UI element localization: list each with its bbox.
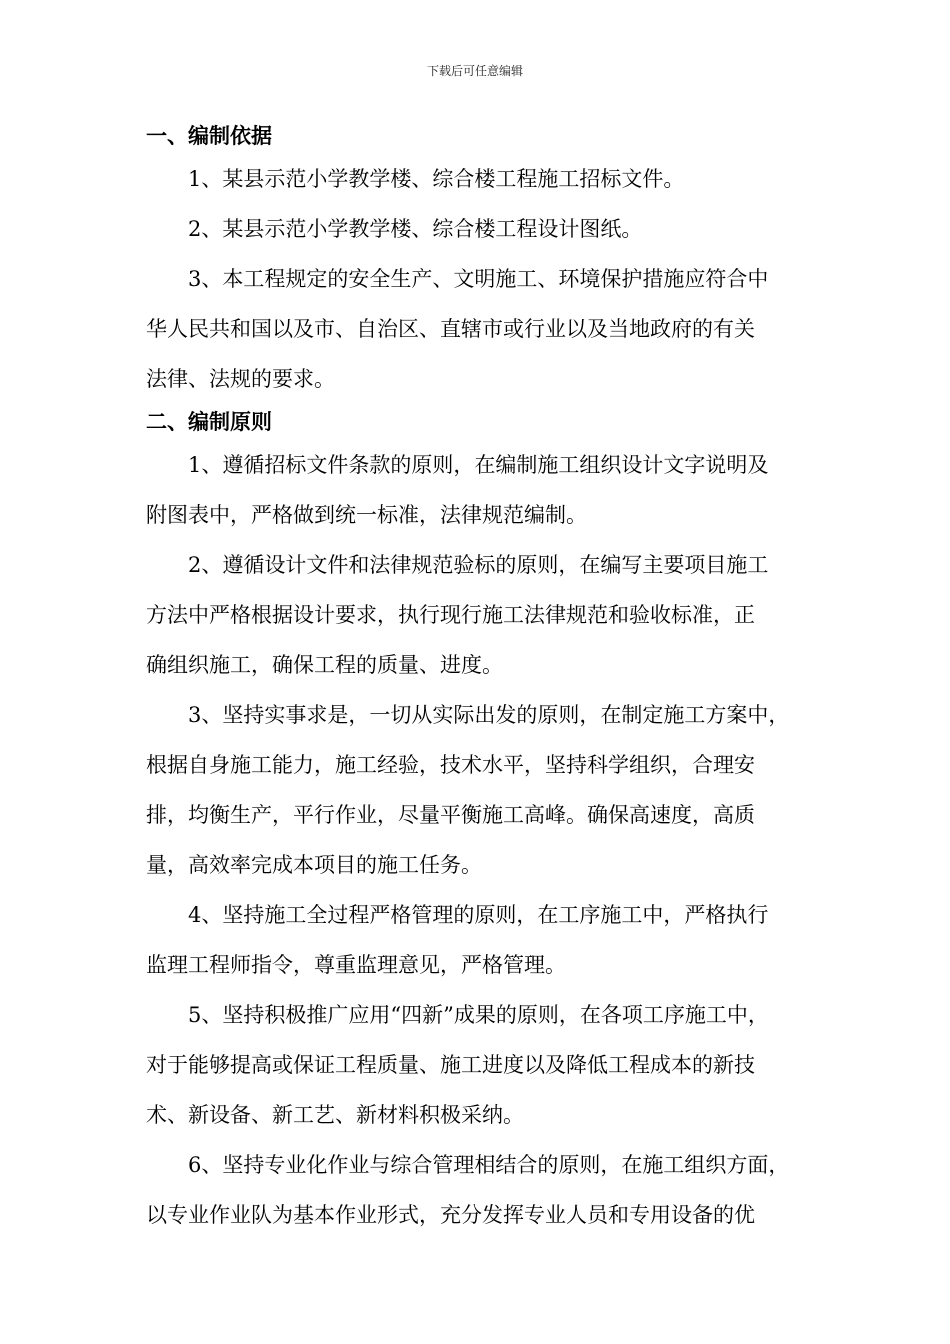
paragraph-line: 华人民共和国以及市、自治区、直辖市或行业以及当地政府的有关 [146, 317, 755, 341]
paragraph-line: 排，均衡生产，平行作业，尽量平衡施工高峰。确保高速度，高质 [146, 803, 755, 827]
paragraph [146, 540, 830, 690]
paragraph-line: 确组织施工，确保工程的质量、进度。 [146, 653, 503, 677]
paragraph [146, 890, 830, 990]
section-heading: 二、编制原则 [146, 410, 272, 434]
paragraph-line: 以专业作业队为基本作业形式，充分发挥专业人员和专用设备的优 [146, 1203, 755, 1227]
paragraph [146, 254, 830, 404]
paragraph-line: 5、坚持积极推广应用“四新”成果的原则，在各项工序施工中， [188, 1003, 769, 1027]
paragraph-line: 4、坚持施工全过程严格管理的原则，在工序施工中，严格执行 [188, 903, 769, 927]
section-heading: 一、编制依据 [146, 124, 272, 148]
paragraph-line: 对于能够提高或保证工程质量、施工进度以及降低工程成本的新技 [146, 1053, 755, 1077]
section-principles [146, 404, 830, 1240]
paragraph-line: 方法中严格根据设计要求，执行现行施工法律规范和验收标准，正 [146, 603, 755, 627]
paragraph-line: 2、遵循设计文件和法律规范验标的原则，在编写主要项目施工 [188, 553, 769, 577]
paragraph-line: 量，高效率完成本项目的施工任务。 [146, 853, 482, 877]
paragraph-line: 法律、法规的要求。 [146, 367, 335, 391]
paragraph-line: 术、新设备、新工艺、新材料积极采纳。 [146, 1103, 524, 1127]
document-body [146, 118, 830, 1240]
page-header: 下载后可任意编辑 [426, 64, 523, 78]
paragraph-line: 1、遵循招标文件条款的原则，在编制施工组织设计文字说明及 [188, 453, 769, 477]
paragraph-line: 1、某县示范小学教学楼、综合楼工程施工招标文件。 [188, 167, 685, 191]
paragraph-line: 3、坚持实事求是，一切从实际出发的原则，在制定施工方案中， [188, 703, 790, 727]
paragraph-line: 附图表中，严格做到统一标准，法律规范编制。 [146, 503, 587, 527]
paragraph-line: 3、本工程规定的安全生产、文明施工、环境保护措施应符合中 [188, 267, 769, 291]
paragraph-line: 2、某县示范小学教学楼、综合楼工程设计图纸。 [188, 217, 643, 241]
paragraph [146, 440, 830, 540]
paragraph [146, 690, 830, 890]
section-basis [146, 118, 830, 404]
paragraph [146, 1140, 830, 1240]
paragraph [146, 990, 830, 1140]
paragraph-line: 监理工程师指令，尊重监理意见，严格管理。 [146, 953, 566, 977]
paragraph-line: 6、坚持专业化作业与综合管理相结合的原则，在施工组织方面， [188, 1153, 790, 1177]
paragraph-line: 根据自身施工能力，施工经验，技术水平，坚持科学组织，合理安 [146, 753, 755, 777]
paragraph [146, 154, 830, 204]
paragraph [146, 204, 830, 254]
